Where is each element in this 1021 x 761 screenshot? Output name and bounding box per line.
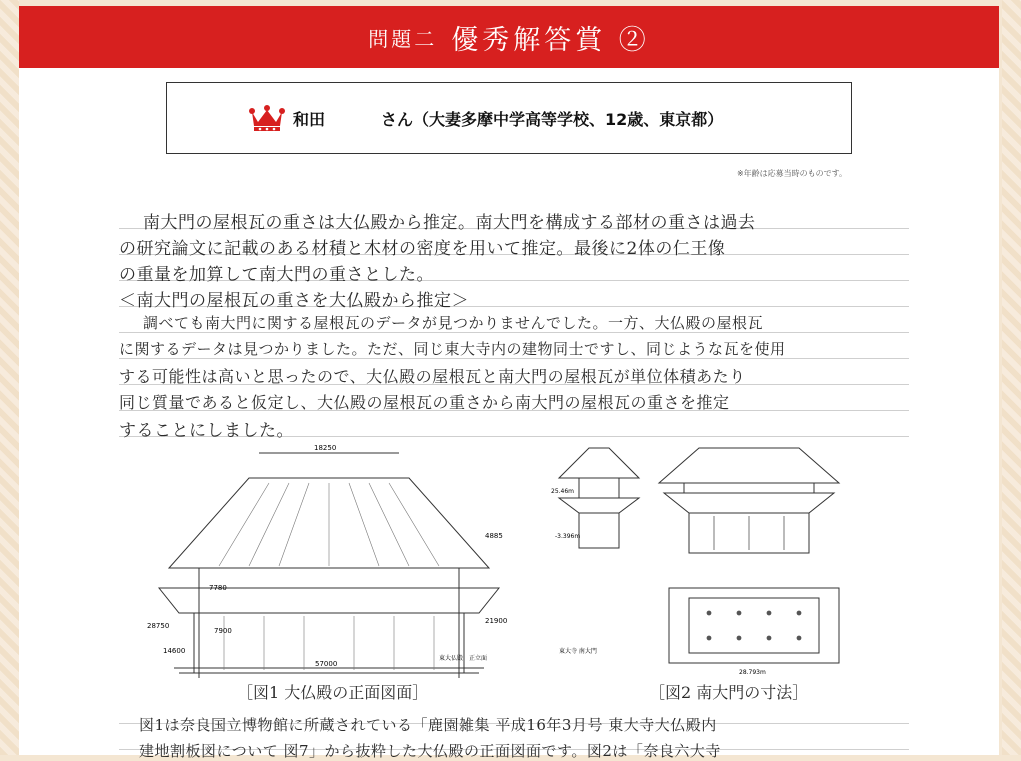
fig1-label: 4885 — [485, 532, 503, 540]
winner-school: さん（大妻多摩中学高等学校、12歳、東京都） — [381, 109, 724, 129]
fig1-label: 7780 — [209, 584, 227, 592]
banner-prefix: 問題二 — [368, 26, 438, 51]
fig2-label: 東大寺 南大門 — [559, 648, 597, 655]
essay-line: 南大門の屋根瓦の重さは大仏殿から推定。南大門を構成する部材の重さは過去 — [143, 213, 756, 233]
fig1-label: 18250 — [314, 444, 337, 452]
header-banner — [19, 6, 999, 68]
fig2-label: 28.793m — [739, 669, 766, 676]
essay-line: することにしました。 — [119, 421, 294, 441]
figure1-daibutsuden-elevation — [139, 438, 519, 678]
fig1-label: 57000 — [315, 660, 338, 668]
fig1-label: 14600 — [163, 647, 186, 655]
essay-line: に関するデータは見つかりました。ただ、同じ東大寺内の建物同士ですし、同じような瓦を使用 — [119, 340, 786, 358]
fig2-label: -3.396m — [555, 533, 581, 540]
winner-name: 和田 — [293, 109, 326, 129]
background-pattern-left — [0, 0, 19, 755]
essay-heading: ＜南大門の屋根瓦の重さを大仏殿から推定＞ — [119, 291, 469, 311]
essay-line: の研究論文に記載のある材積と木材の密度を用いて推定。最後に2体の仁王像 — [119, 239, 726, 259]
essay-line: 図1は奈良国立博物館に所蔵されている「鹿園雑集 平成16年3月号 東大寺大仏殿内 — [139, 716, 717, 734]
essay-line: する可能性は高いと思ったので、大仏殿の屋根瓦と南大門の屋根瓦が単位体積あたり — [119, 367, 746, 386]
crown-icon — [249, 104, 285, 132]
fig1-label: 28750 — [147, 622, 170, 630]
banner-title: 優秀解答賞 ② — [451, 24, 650, 56]
content-card — [19, 6, 999, 760]
figure2-caption: ［図2 南大門の寸法］ — [649, 683, 809, 702]
award-box — [166, 82, 852, 154]
fig2-label: 25.46m — [551, 488, 575, 495]
figure2-nandaimon-dimensions — [549, 438, 849, 678]
age-note: ※年齢は応募当時のものです。 — [736, 169, 847, 178]
fig1-label: 21900 — [485, 617, 508, 625]
fig1-label: 東大仏殿 正立面 — [439, 655, 488, 662]
essay-image — [119, 186, 909, 761]
essay-line: 同じ質量であると仮定し、大仏殿の屋根瓦の重さから南大門の屋根瓦の重さを推定 — [119, 393, 730, 412]
essay-line: の重量を加算して南大門の重さとした。 — [119, 265, 434, 285]
essay-line: 調べても南大門に関する屋根瓦のデータが見つかりませんでした。一方、大仏殿の屋根瓦 — [143, 314, 764, 332]
fig1-label: 7900 — [214, 627, 232, 635]
essay-line: 建地割板図について 図7」から抜粋した大仏殿の正面図面です。図2は「奈良六大寺 — [139, 742, 721, 760]
figure1-caption: ［図1 大仏殿の正面図面］ — [237, 683, 429, 702]
background-pattern-right — [1002, 0, 1021, 755]
